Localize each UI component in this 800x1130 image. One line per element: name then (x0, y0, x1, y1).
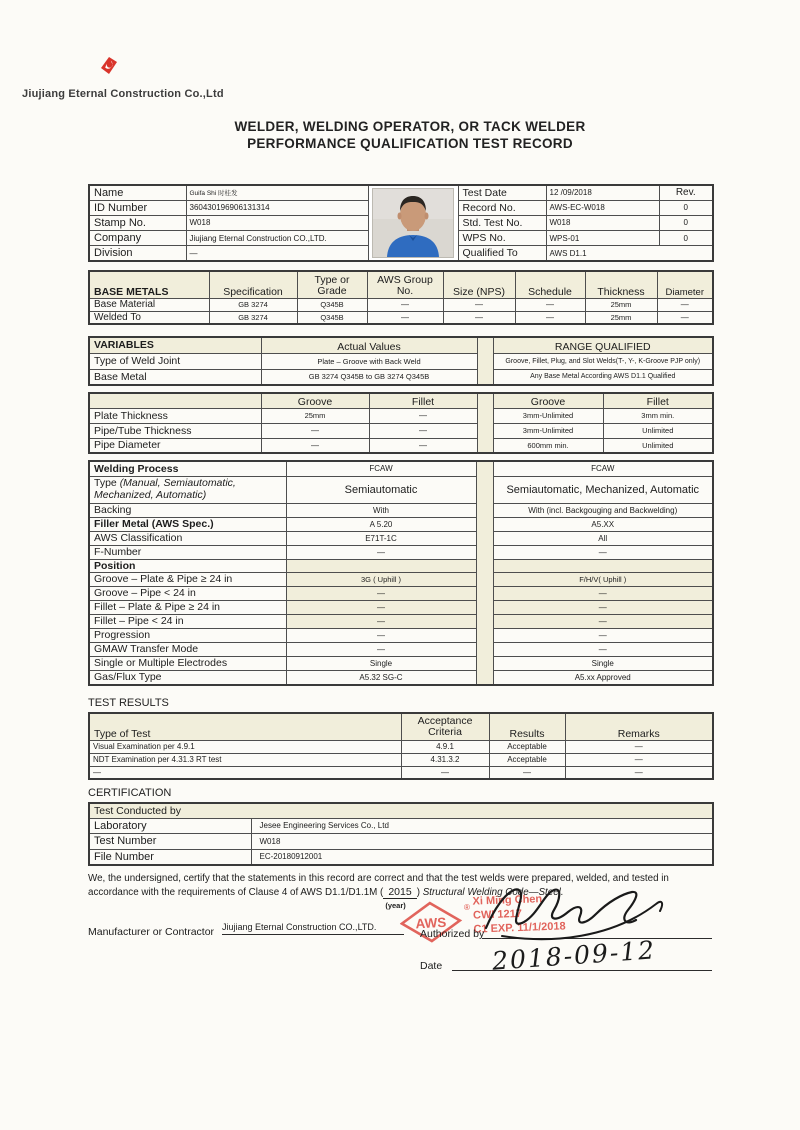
row-label: Position (89, 559, 286, 572)
info-value: WPS-01 (546, 231, 659, 246)
row-label: Single or Multiple Electrodes (89, 656, 286, 670)
row-label: Welded To (89, 311, 209, 324)
test-results-heading: TEST RESULTS (88, 697, 169, 709)
row-label: Groove – Pipe < 24 in (89, 586, 286, 600)
code-year: 2015 (year) (383, 886, 416, 899)
title-line-2: PERFORMANCE QUALIFICATION TEST RECORD (247, 136, 573, 151)
test-results-table (88, 712, 714, 780)
info-label: Division (89, 246, 186, 261)
range-qualified: With (incl. Backgouging and Backwelding) (493, 503, 713, 517)
row-label: Gas/Flux Type (89, 670, 286, 685)
info-value: W018 (546, 215, 659, 230)
row-label: GMAW Transfer Mode (89, 642, 286, 656)
range-qualified: — (493, 614, 713, 628)
range-qualified: — (493, 545, 713, 559)
col-header: RANGE QUALIFIED (493, 337, 713, 353)
cell: — (657, 311, 713, 324)
col-header: VARIABLES (89, 337, 261, 353)
col-header: Groove (493, 393, 603, 408)
row-label: Base Metal (89, 369, 261, 385)
stamp-inspector-name: Xi Ming Chen (472, 893, 543, 908)
cell: — (515, 311, 585, 324)
cell: — (369, 438, 477, 453)
cell: 25mm (585, 311, 657, 324)
cell: — (515, 298, 585, 311)
cell: — (261, 438, 369, 453)
document-title (88, 118, 732, 152)
cell: 3mm-Unlimited (493, 423, 603, 438)
test-name: Visual Examination per 4.9.1 (89, 740, 401, 753)
row-label: Base Material (89, 298, 209, 311)
info-label: WPS No. (458, 231, 546, 246)
col-header: Fillet (369, 393, 477, 408)
actual-value: Plate – Groove with Back Weld (261, 353, 477, 369)
row-label: Backing (89, 503, 286, 517)
range-qualified: All (493, 531, 713, 545)
variables-table (88, 336, 714, 386)
col-header: Thickness (585, 271, 657, 298)
row-label: AWS Classification (89, 531, 286, 545)
cell: W018 (251, 833, 713, 849)
col-header: Type or Grade (297, 271, 367, 298)
cell: 25mm (585, 298, 657, 311)
range-qualified: — (493, 600, 713, 614)
row-label-note: (Manual, Semiautomatic, Mechanized, Automatic) (94, 477, 236, 501)
divider-strip (476, 461, 493, 685)
certification-table (88, 802, 714, 866)
cell: Acceptable (489, 740, 565, 753)
cell: GB 3274 (209, 298, 297, 311)
col-header: Groove (261, 393, 369, 408)
test-name: — (89, 766, 401, 779)
actual-value: GB 3274 Q345B to GB 3274 Q345B (261, 369, 477, 385)
cell: — (565, 740, 713, 753)
col-header: Type of Test (89, 713, 401, 740)
range-qualified: Any Base Metal According AWS D1.1 Qualified (493, 369, 713, 385)
stamp-cwi-number: CWI 1217 (472, 907, 523, 922)
row-label: Welding Process (89, 461, 286, 476)
welding-process-table (88, 460, 714, 686)
title-line-1: WELDER, WELDING OPERATOR, OR TACK WELDER (234, 119, 586, 134)
range-qualified: — (493, 586, 713, 600)
info-label: Qualified To (458, 246, 546, 261)
col-header: Specification (209, 271, 297, 298)
cell: 25mm (261, 408, 369, 423)
cell: 3mm-Unlimited (493, 408, 603, 423)
empty-cell (286, 559, 476, 572)
info-label: Stamp No. (89, 215, 186, 230)
row-label: Plate Thickness (89, 408, 261, 423)
rev-header: Rev. (659, 185, 713, 200)
row-label: Progression (89, 628, 286, 642)
col-header: Actual Values (261, 337, 477, 353)
col-header: Remarks (565, 713, 713, 740)
range-qualified: A5.XX (493, 517, 713, 531)
range-qualified: F/H/V( Uphill ) (493, 572, 713, 586)
actual-value: — (286, 600, 476, 614)
manufacturer-label: Manufacturer or Contractor (88, 926, 215, 938)
cell: — (369, 423, 477, 438)
col-header: Results (489, 713, 565, 740)
range-qualified: Single (493, 656, 713, 670)
range-qualified: Groove, Fillet, Plug, and Slot Welds(T-, Y-, K-Groove PJP only) (493, 353, 713, 369)
info-value: W018 (186, 215, 368, 230)
actual-value: Semiautomatic (286, 476, 476, 503)
col-header: Fillet (603, 393, 713, 408)
range-qualified: A5.xx Approved (493, 670, 713, 685)
year-note: (year) (385, 900, 406, 910)
range-qualified: FCAW (493, 461, 713, 476)
divider-strip (477, 337, 493, 385)
actual-value: — (286, 614, 476, 628)
row-label: Groove – Plate & Pipe ≥ 24 in (89, 572, 286, 586)
info-value: Jiujiang Eternal Construction CO.,LTD. (186, 231, 368, 246)
cell: — (367, 298, 443, 311)
cell: Q345B (297, 298, 367, 311)
company-name: Jiujiang Eternal Construction Co.,Ltd (22, 88, 224, 100)
welder-info-table (88, 184, 714, 262)
cell: Q345B (297, 311, 367, 324)
info-label: Company (89, 231, 186, 246)
welder-photo-frame (372, 188, 454, 258)
cell: 600mm min. (493, 438, 603, 453)
rev-value: 0 (659, 215, 713, 230)
info-label: Std. Test No. (458, 215, 546, 230)
aws-stamp-icon (399, 899, 465, 949)
col-header: AWS Group No. (367, 271, 443, 298)
range-qualified: — (493, 642, 713, 656)
cell: 3mm min. (603, 408, 713, 423)
info-value: AWS D1.1 (546, 246, 713, 261)
cell: — (401, 766, 489, 779)
actual-value: — (286, 586, 476, 600)
range-qualified: Semiautomatic, Mechanized, Automatic (493, 476, 713, 503)
date-label: Date (420, 960, 443, 972)
cell: — (657, 298, 713, 311)
code-title: Structural Welding Code—Steel. (422, 886, 564, 898)
cell: — (565, 766, 713, 779)
col-header: Acceptance Criteria (401, 713, 489, 740)
row-label: F-Number (89, 545, 286, 559)
actual-value: With (286, 503, 476, 517)
info-value: — (186, 246, 368, 261)
cell: GB 3274 (209, 311, 297, 324)
cell: Unlimited (603, 423, 713, 438)
cell: — (443, 298, 515, 311)
actual-value: 3G ( Uphill ) (286, 572, 476, 586)
svg-text:AWS: AWS (415, 914, 447, 932)
row-label: Test Number (89, 833, 251, 849)
row-label: Pipe/Tube Thickness (89, 423, 261, 438)
info-label: Name (89, 185, 186, 200)
actual-value: — (286, 628, 476, 642)
row-label: Fillet – Plate & Pipe ≥ 24 in (89, 600, 286, 614)
cell: Acceptable (489, 753, 565, 766)
authorized-by-label: Authorized by (420, 928, 485, 940)
empty-cell (493, 559, 713, 572)
info-label: Record No. (458, 200, 546, 215)
col-header: BASE METALS (89, 271, 209, 298)
row-label: File Number (89, 849, 251, 865)
info-value: 12 /09/2018 (546, 185, 659, 200)
cell: 4.31.3.2 (401, 753, 489, 766)
actual-value: A5.32 SG-C (286, 670, 476, 685)
actual-value: E71T-1C (286, 531, 476, 545)
actual-value: FCAW (286, 461, 476, 476)
cell: 4.9.1 (401, 740, 489, 753)
handwritten-date: 2018-09-12 (491, 935, 657, 976)
row-label: Fillet – Pipe < 24 in (89, 614, 286, 628)
rev-value: 0 (659, 200, 713, 215)
actual-value: — (286, 642, 476, 656)
thickness-table (88, 392, 714, 454)
actual-value: A 5.20 (286, 517, 476, 531)
info-label: Test Date (458, 185, 546, 200)
cell: EC-20180912001 (251, 849, 713, 865)
row-label: Filler Metal (AWS Spec.) (89, 517, 286, 531)
certification-heading: CERTIFICATION (88, 787, 172, 799)
manufacturer-value: Jiujiang Eternal Construction CO.,LTD. (222, 922, 404, 935)
rev-value: 0 (659, 231, 713, 246)
empty-header (89, 393, 261, 408)
welder-photo (368, 185, 458, 261)
actual-value: — (286, 545, 476, 559)
base-metals-table (88, 270, 714, 325)
stamp-registered-mark: ® (464, 903, 470, 912)
row-label: Pipe Diameter (89, 438, 261, 453)
info-value-name: Guifa Shi 时桂发 (186, 185, 368, 200)
test-name: NDT Examination per 4.31.3 RT test (89, 753, 401, 766)
cell: — (367, 311, 443, 324)
col-header: Size (NPS) (443, 271, 515, 298)
stamp-expiry: C1 EXP. 11/1/2018 (473, 920, 566, 936)
row-label: Type (Manual, Semiautomatic, Mechanized, Automatic) (89, 476, 286, 503)
cell: — (489, 766, 565, 779)
cell: — (443, 311, 515, 324)
statement-close-paren: ) (416, 886, 420, 898)
statement-text: We, the undersigned, certify that the statements in this record are correct and that the test welds were prepared, welded, and tested in accordance with the requirements of Clause 4 of AWS D1.1/D1.1M ( (88, 873, 669, 898)
cell: — (369, 408, 477, 423)
col-header: Diameter (657, 271, 713, 298)
row-label: Laboratory (89, 818, 251, 833)
info-value: 360430196906131314 (186, 200, 368, 215)
info-value: AWS-EC-W018 (546, 200, 659, 215)
cell: — (565, 753, 713, 766)
conducted-by-header: Test Conducted by (89, 803, 713, 818)
divider-strip (477, 393, 493, 453)
cell: Jesee Engineering Services Co., Ltd (251, 818, 713, 833)
company-logo-icon (101, 57, 117, 74)
info-label: ID Number (89, 200, 186, 215)
row-label: Type of Weld Joint (89, 353, 261, 369)
col-header: Schedule (515, 271, 585, 298)
range-qualified: — (493, 628, 713, 642)
cell: Unlimited (603, 438, 713, 453)
actual-value: Single (286, 656, 476, 670)
cell: — (261, 423, 369, 438)
